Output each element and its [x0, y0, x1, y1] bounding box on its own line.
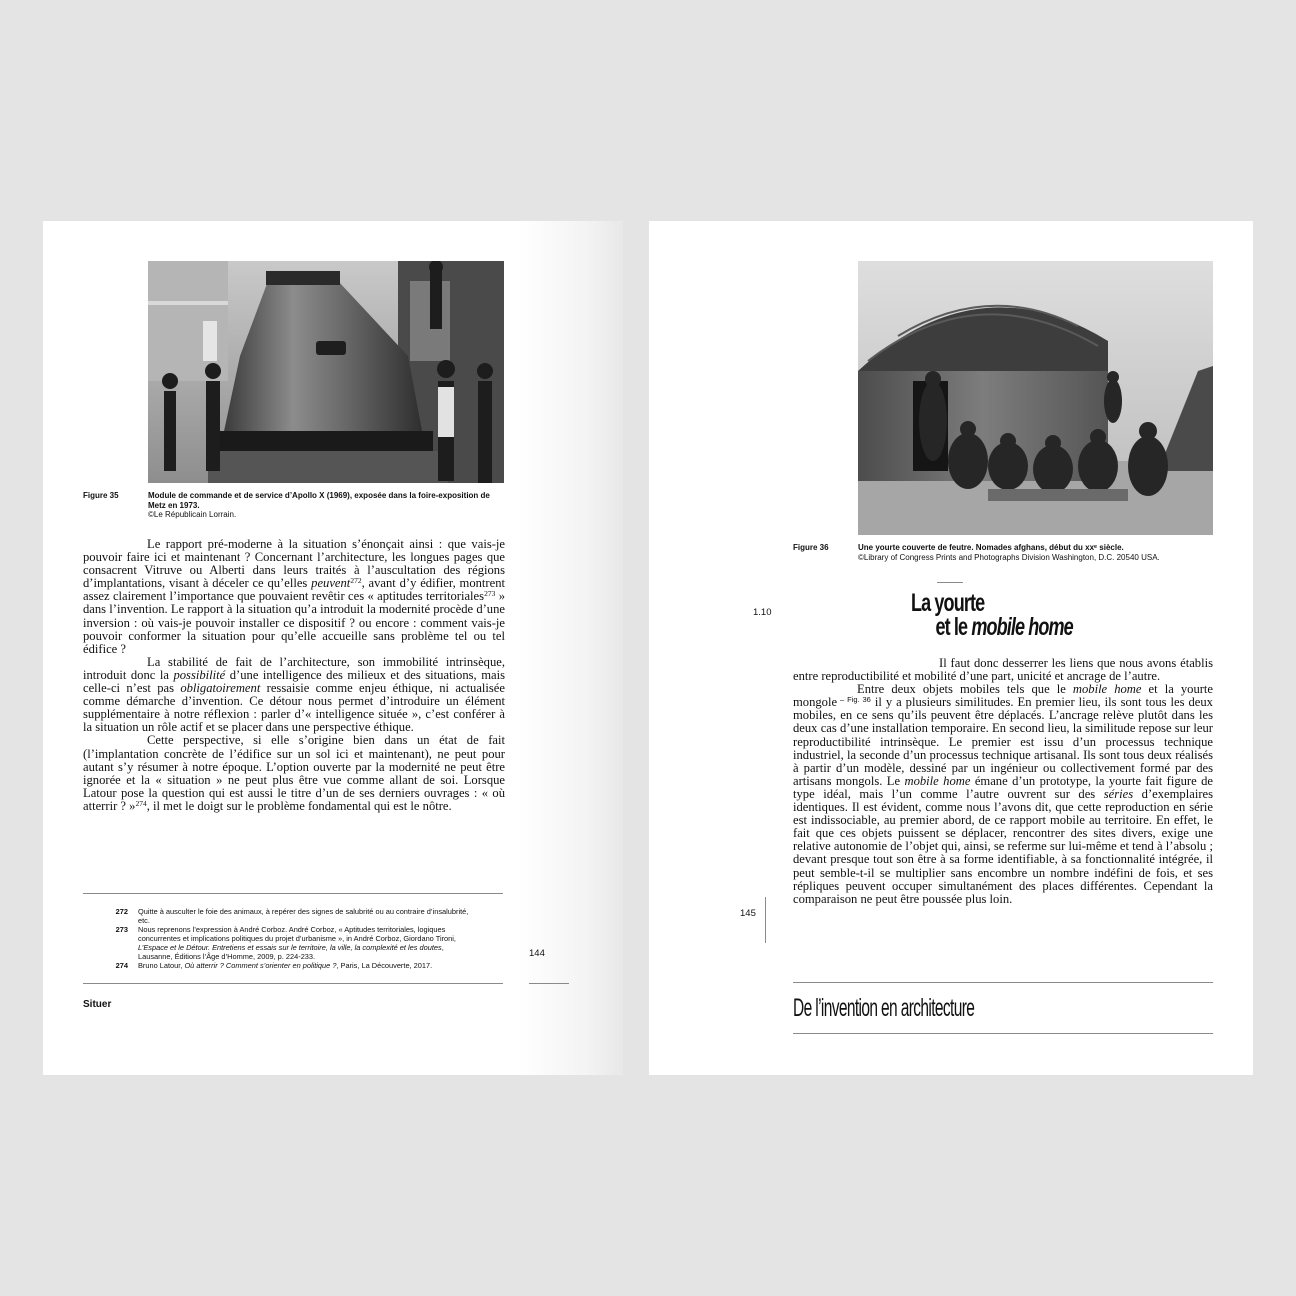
paragraph: La stabilité de fait de l’architecture, son immobilité intrinsèque, introduit donc la possibilité d’une intelligence des milieux et des situations, mais celle-ci n’est pas obligatoirement ressaisie comme enjeu éthique, ni actualisée comme démarche d’invention. Ce détour nous permet d’introduire un élément supplémentaire à notre réflexion : parler d’« intelligence située », c’est conférer à la situation un rôle actif et se placer dans une perspective éthique. — [83, 654, 505, 735]
figure-36-label: Figure 36 — [793, 543, 829, 552]
chapter-title-line1: La yourte — [911, 589, 985, 617]
footnote-rule-bottom — [83, 983, 503, 984]
footnote-rule-top — [83, 893, 503, 894]
book-title-rule-top — [793, 982, 1213, 983]
apollo-capsule-image — [148, 261, 504, 483]
figure-35-photo — [148, 261, 504, 483]
right-body-text — [793, 657, 1213, 906]
left-body-text — [83, 538, 505, 813]
page-number-vline — [765, 897, 766, 943]
figure-35-credit: ©Le Républicain Lorrain. — [148, 510, 237, 519]
footnote-item: 272 Quitte à ausculter le foie des animaux, à repérer des signes de salubrité ou au contraire d’insalubrité, etc. — [115, 907, 469, 925]
paragraph: Entre deux objets mobiles tels que le mobile home et la yourte mongole $^{- Fig. 36}$ il y a plusieurs similitudes. En premier lieu, ils sont tous les deux mobiles, en ce sens qu’ils peuvent être déplacés. L’ancrage relève plutôt dans les deux cas d’une installation temporaire. En second lieu, la similitude repose sur leur reproductibilité intrinsèque. Le premier est issu d’un processus technique industriel, la seconde d’un processus technique artisanal. Ils sont tous deux réalisés à partir d’un modèle, dessiné par un ingénieur ou collectivement formé par des artisans mongols. Le mobile home émane d’un prototype, la yourte fait figure de type idéal, mais l’un comme l’autre ouvrent sur des séries d’exemplaires identiques. Il est évident, comme nous l’avons dit, que cette reproduction en série est indissociable, au premier abord, de ce rapport mobile au territoire. En effet, le fait que ces objets puissent se déplacer, rencontrer des sites divers, exige une relative autonomie de l’objet qui, ainsi, se referme sur lui-même et tend à l’absolu ; devant presque tout son être à sa forme identifiable, à sa fonctionnalité intégrée, il peut semble-t-il se multiplier sans encombre un nombre indéfini de fois, et ses répliques peuvent occuper simultanément des places différentes. Cependant la comparaison ne peut être poussée plus loin. — [793, 682, 1214, 906]
figure-35-label: Figure 35 — [83, 491, 119, 500]
left-page — [43, 221, 623, 1075]
chapter-title-line2: et le mobile home — [935, 613, 1073, 641]
book-title-rule-bottom — [793, 1033, 1213, 1034]
figure-36-title: Une yourte couverte de feutre. Nomades afghans, début du xxᵉ siècle. — [858, 543, 1124, 552]
figure-36-photo — [858, 261, 1213, 535]
section-number: 1.10 — [753, 607, 772, 618]
yurt-image — [858, 261, 1213, 535]
footnote-item: 274 Bruno Latour, Où atterrir ? Comment s’orienter en politique ?, Paris, La Découverte, 2017. — [115, 961, 433, 970]
book-title: De l’invention en architecture — [793, 994, 975, 1022]
figure-36-credit: ©Library of Congress Prints and Photographs Division Washington, D.C. 20540 USA. — [858, 552, 1160, 562]
figure-35-caption — [148, 491, 508, 520]
paragraph: Il faut donc desserrer les liens que nous avons établis entre reproductibilité et mobilité d’une part, unicité et ancrage de l’autre. — [793, 656, 1213, 684]
paragraph: Le rapport pré-moderne à la situation s’énonçait ainsi : que vais-je pouvoir faire ici et maintenant ? Concernant l’architecture, les longues pages que consacrent Vitruve ou Alberti dans leurs traités à l’auscultation des régions d’implantations, visant à déceler ce qu’elles peuvent$^{272}$, avant d’y édifier, montrent assez clairement l’importance que pouvaient revêtir ces « aptitudes territoriales$^{273}$ » dans l’invention. Le rapport à la situation qu’a introduit la modernité procède d’une inversion : où vais-je pouvoir installer ce dispositif ? ou encore : comment vais-je pouvoir conformer la situation pour qu’elle accueille sans problème tel ou tel édifice ? — [83, 537, 505, 656]
page-number-145: 145 — [740, 908, 756, 919]
chapter-title-rule — [937, 582, 963, 583]
page-number-144: 144 — [529, 948, 545, 959]
footnote-item: 273 Nous reprenons l’expression à André Corboz. André Corboz, « Aptitudes territoriales, logiques concurrentes et implications politiques du projet d’urbanisme », in André Corboz, Giordano Tironi, L’Espace et le Détour. Entretiens et essais sur le territoire, la ville, la complexité et les doutes, Lausanne, Éditions l’Âge d’Homme, 2009, p. 224-233. — [115, 925, 456, 961]
running-head-situer: Situer — [83, 999, 112, 1010]
footnotes — [83, 907, 473, 970]
page-number-rule — [529, 983, 569, 984]
chapter-title — [911, 591, 1073, 639]
figure-36-caption — [858, 543, 1238, 562]
paragraph: Cette perspective, si elle s’origine bien dans un état de fait (l’implantation concrète de l’édifice sur un sol ici et maintenant), ne peut pour autant s’y résumer à notre époque. L’option ouverte par la modernité ne peut être ignorée et la « situation » ne peut plus être vue comme allant de soi. Lorsque Latour pose la question qui est aussi le titre d’un de ses derniers ouvrages : « où atterrir ? »$^{274}$, il met le doigt sur le problème fondamental qui est le nôtre. — [83, 733, 505, 813]
right-page — [649, 221, 1253, 1075]
figure-35-title: Module de commande et de service d’Apollo X (1969), exposée dans la foire-exposition de Metz en 1973. — [148, 491, 490, 510]
